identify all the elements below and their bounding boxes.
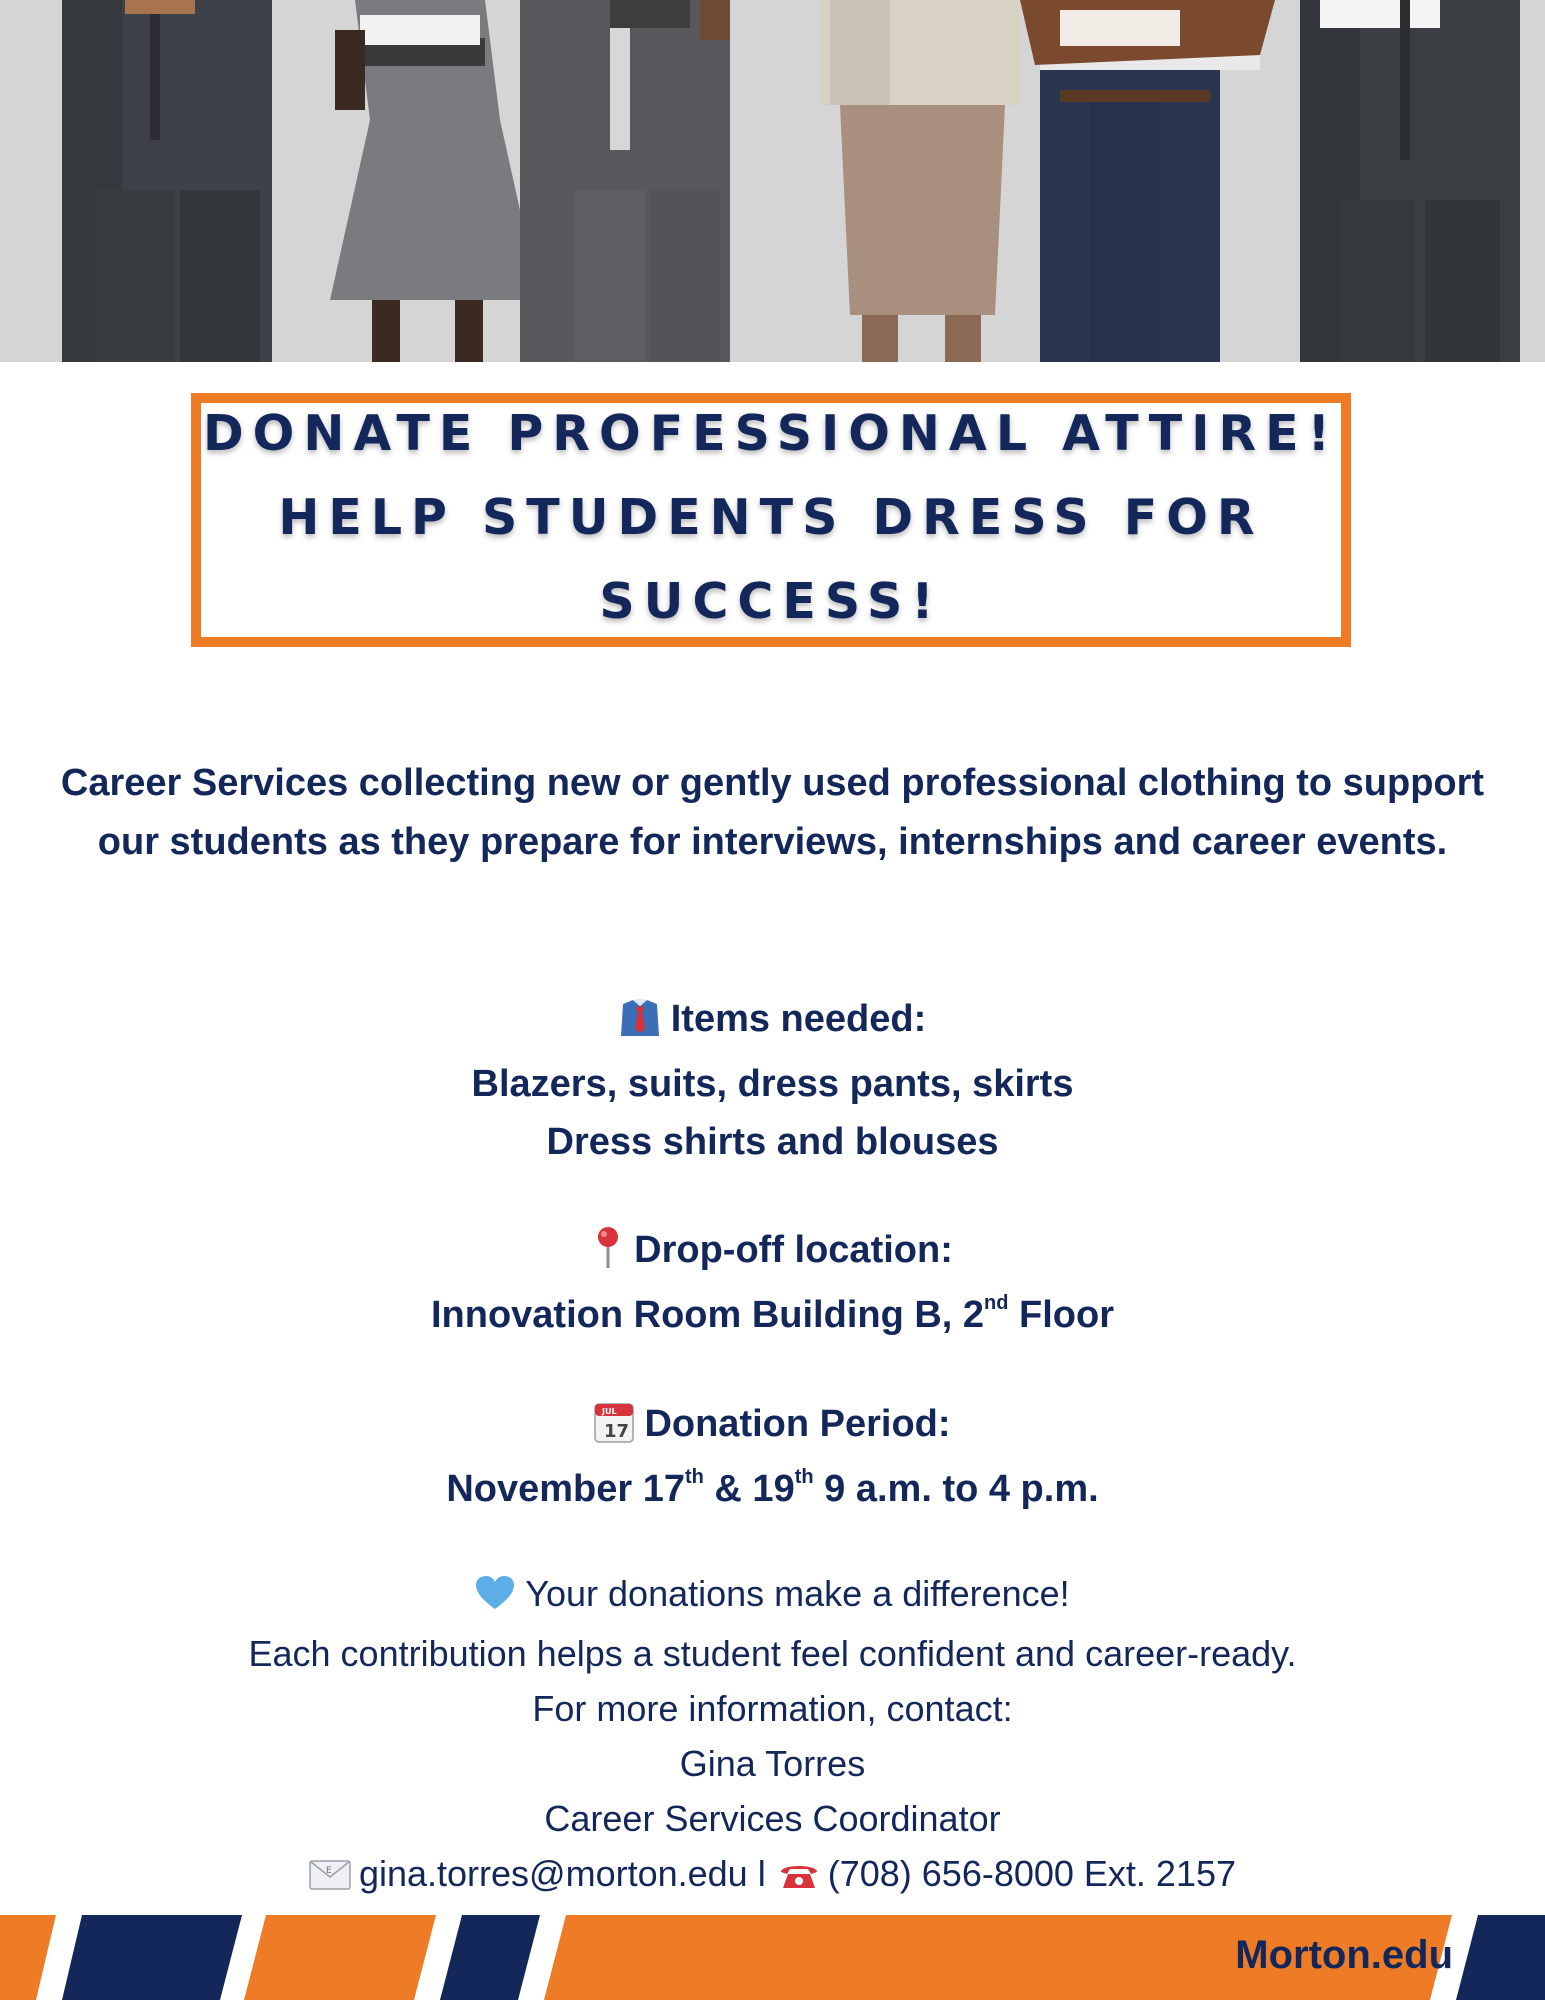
period-time: 9 a.m. to 4 p.m. [813, 1468, 1099, 1510]
closing-section [0, 1566, 1545, 1905]
svg-text:JUL: JUL [602, 1407, 618, 1416]
items-heading: Items needed: [670, 998, 927, 1040]
calendar-icon [594, 1401, 634, 1460]
envelope-icon [309, 1850, 351, 1905]
period-date-2: & 19 [703, 1468, 795, 1510]
shirt-tie-icon [619, 997, 661, 1055]
header-photo [0, 0, 1545, 362]
dropoff-location-ordinal: nd [984, 1292, 1009, 1314]
contact-separator: l [757, 1853, 766, 1894]
closing-line-3: For more information, contact: [532, 1688, 1013, 1729]
dropoff-heading-row [0, 1221, 1545, 1286]
blue-heart-icon [475, 1571, 515, 1626]
headline-line-1: DONATE PROFESSIONAL ATTIRE! [202, 405, 1339, 462]
dropoff-section [0, 1221, 1545, 1344]
people-in-business-attire-image [0, 0, 1545, 362]
contact-title: Career Services Coordinator [544, 1798, 1001, 1839]
headline-line-2: HELP STUDENTS DRESS FOR [278, 489, 1264, 546]
dropoff-heading: Drop-off location: [634, 1229, 953, 1271]
dropoff-location-text: Innovation Room Building B, 2 [430, 1294, 985, 1336]
svg-text:17: 17 [604, 1421, 630, 1442]
period-ordinal-2: th [794, 1466, 814, 1488]
period-heading: Donation Period: [644, 1403, 951, 1445]
closing-heading-row [0, 1566, 1545, 1626]
period-dates [0, 1460, 1545, 1518]
items-line-2: Dress shirts and blouses [546, 1121, 999, 1163]
website-link[interactable]: Morton.edu [1235, 1933, 1453, 1977]
footer-stripe-bar [0, 1915, 1545, 2000]
closing-line-2: Each contribution helps a student feel confident and career-ready. [248, 1633, 1297, 1674]
period-ordinal-1: th [684, 1466, 704, 1488]
period-heading-row [0, 1395, 1545, 1460]
headline-line-3: SUCCESS! [599, 573, 943, 630]
items-heading-row [0, 990, 1545, 1055]
round-pushpin-icon [592, 1225, 624, 1286]
contact-phone[interactable]: (708) 656-8000 Ext. 2157 [827, 1853, 1237, 1894]
items-line-1: Blazers, suits, dress pants, skirts [471, 1063, 1074, 1105]
svg-text:E: E [325, 1866, 332, 1876]
donation-period-section [0, 1395, 1545, 1518]
closing-line-1: Your donations make a difference! [525, 1573, 1070, 1614]
dropoff-location-suffix: Floor [1008, 1294, 1115, 1336]
telephone-icon [778, 1850, 820, 1905]
intro-paragraph: Career Services collecting new or gently used professional clothing to support our students as they prepare for interviews, internships and career events. [60, 762, 1485, 863]
period-date-1: November 17 [446, 1468, 685, 1510]
contact-email-link[interactable]: gina.torres@morton.edu [358, 1853, 748, 1894]
contact-name: Gina Torres [679, 1743, 866, 1784]
dropoff-location [0, 1286, 1545, 1344]
headline-box [191, 393, 1351, 647]
items-needed-section [0, 990, 1545, 1171]
contact-info-row [0, 1846, 1545, 1905]
